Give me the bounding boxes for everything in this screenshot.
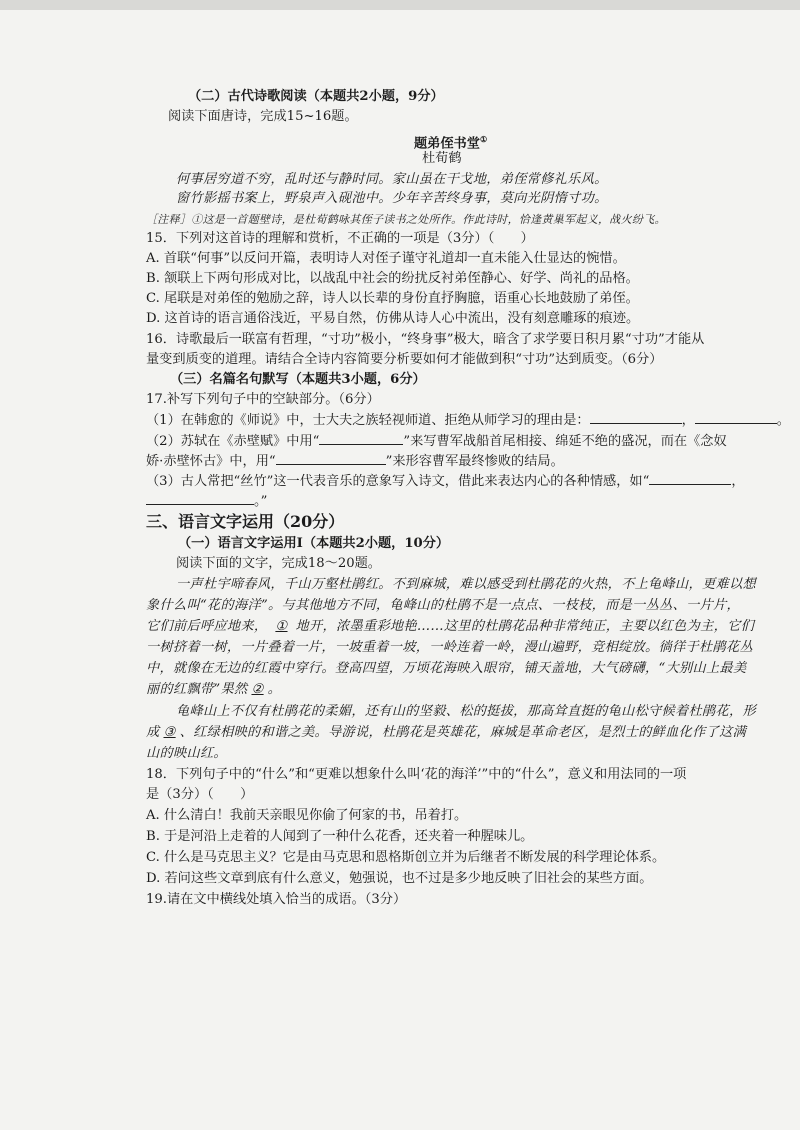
section-title-poetry: （二）古代诗歌阅读（本题共2小题，9分） <box>188 89 444 104</box>
passage-p2-line-1: 龟峰山上不仅有杜鹃花的柔媚，还有山的坚毅、松的挺拔，那高耸直挺的龟山松守候着杜鹃花，形 <box>176 704 756 719</box>
q18-option-b: B. 于是河沿上走着的人闻到了一种什么花香，还夹着一种腥味儿。 <box>146 829 534 844</box>
part-3-title: 三、语言文字运用（20分） <box>146 512 345 531</box>
q15-option-d: D. 这首诗的语言通俗浅近，平易自然，仿佛从诗人心中流出，没有刻意雕琢的痕迹。 <box>146 311 640 326</box>
footnote-mark: ① <box>479 134 488 144</box>
answer-blank[interactable] <box>590 411 682 424</box>
passage-p1-line-2: 象什么叫“花的海洋”。与其他地方不同，龟峰山的杜鹃不是一点点、一枝枝，而是一丛丛、一片片， <box>146 598 741 613</box>
q17-item-2-text-b: ”来写曹军战船首尾相接、绵延不绝的盛况，而在《念奴 <box>403 434 727 449</box>
section-instruction: 阅读下面唐诗，完成15~16题。 <box>168 109 358 124</box>
q18-option-c: C. 什么是马克思主义？它是由马克思和恩格斯创立并为后继者不断发展的科学理论体系。 <box>146 850 666 865</box>
q17-item-2-line-1 <box>146 432 727 451</box>
passage-text: 丽的红飘带”果然 <box>146 682 248 697</box>
q17-item-2-line-2 <box>146 452 564 471</box>
passage-text: 它们前后呼应地来， <box>146 619 268 634</box>
answer-blank[interactable] <box>319 432 403 445</box>
question-19: 19.请在文中横线处填入恰当的成语。（3分） <box>146 892 407 907</box>
poem-line-1: 何事居穷道不穷，乱时还与静时同。家山虽在干戈地，弟侄常修礼乐风。 <box>176 172 608 187</box>
scan-top-edge <box>0 0 800 10</box>
poem-title-text: 题弟侄书堂 <box>414 136 480 152</box>
passage-p1-line-1: 一声杜宇啼春风，千山万壑杜鹃红。不到麻城，难以感受到杜鹃花的火热，不上龟峰山，更难以想 <box>176 577 756 592</box>
q18-option-a: A. 什么清白！我前天亲眼见你偷了何家的书，吊着打。 <box>146 808 468 823</box>
question-15: 15．下列对这首诗的理解和赏析，不正确的一项是（3分）（ ） <box>146 231 534 246</box>
question-17: 17.补写下列句子中的空缺部分。（6分） <box>146 392 380 407</box>
question-18-line-2: 是（3分）（ ） <box>146 787 254 802</box>
q17-item-3-line-2 <box>146 492 267 511</box>
q18-option-d: D. 若问这些文章到底有什么意义，勉强说，也不过是多少地反映了旧社会的某些方面。 <box>146 871 653 886</box>
q17-item-2-text-d: ”来形容曹军最终惨败的结局。 <box>385 454 564 469</box>
q15-option-b: B. 颔联上下两句形成对比，以战乱中社会的纷扰反衬弟侄静心、好学、尚礼的品格。 <box>146 271 639 286</box>
q17-item-2-text-c: 娇·赤壁怀古》中，用“ <box>146 454 276 469</box>
q15-option-a: A. 首联“何事”以反问开篇，表明诗人对侄子谨守礼道却一直未能入仕显达的惋惜。 <box>146 251 626 266</box>
question-16-line-1: 16．诗歌最后一联富有哲理，“寸功”极小，“终身事”极大，暗含了求学要日积月累“寸功”才能从 <box>146 332 705 347</box>
question-16-line-2: 量变到质变的道理。请结合全诗内容简要分析要如何才能做到积“寸功”达到质变。（6分） <box>146 352 663 367</box>
passage-text: 、红绿相映的和谐之美。导游说，杜鹃花是英雄花，麻城是革命老区，是烈士的鲜血化作了这满 <box>179 725 747 740</box>
q17-item-1: （1）在韩愈的《师说》中，士大夫之族轻视师道、拒绝从师学习的理由是： ， 。 <box>146 413 790 428</box>
passage-p2-line-3: 山的映山红。 <box>146 746 227 761</box>
poem-annotation: ［注释］①这是一首题壁诗，是杜荀鹤咏其侄子读书之处所作。作此诗时，恰逢黄巢军起义，战火纷飞。 <box>146 213 666 226</box>
answer-blank[interactable] <box>695 411 777 424</box>
passage-p1-line-3 <box>146 618 754 636</box>
answer-blank[interactable] <box>146 492 254 505</box>
passage-text: 成 <box>146 725 160 740</box>
passage-p2-line-2 <box>146 724 746 742</box>
blank-marker-3[interactable]: ③ <box>163 725 176 740</box>
blank-marker-1[interactable]: ① <box>275 619 288 634</box>
passage-p1-line-5: 中，就像在无边的红霞中穿行。登高四望，万顷花海映入眼帘，铺天盖地，大气磅礴，“大别山上最美 <box>146 661 747 676</box>
part-3-instruction: 阅读下面的文字，完成18～20题。 <box>176 556 381 571</box>
answer-blank[interactable] <box>649 472 731 485</box>
passage-text: 。 <box>267 682 282 697</box>
q17-item-3-text-a: （3）古人常把“丝竹”这一代表音乐的意象写入诗文，借此来表达内心的各种情感，如“ <box>146 474 650 489</box>
q15-option-c: C. 尾联是对弟侄的勉励之辞，诗人以长辈的身份直抒胸臆，语重心长地鼓励了弟侄。 <box>146 291 639 306</box>
passage-text: 地开，浓墨重彩地艳……这里的杜鹃花品种非常纯正，主要以红色为主，它们 <box>295 619 755 634</box>
passage-p1-line-4: 一树挤着一树，一片叠着一片，一坡重着一坡，一岭连着一岭，漫山遍野，竞相绽放。徜徉于杜鹃花丛 <box>146 640 753 655</box>
poem-line-2: 窗竹影摇书案上，野泉声入砚池中。少年辛苦终身事，莫向光阴惰寸功。 <box>176 191 608 206</box>
q17-item-3-text-b: 。” <box>254 494 268 509</box>
poem-author: 杜荀鹤 <box>422 151 462 166</box>
question-18-line-1: 18．下列句子中的“什么”和“更难以想象什么叫‘花的海洋’”中的“什么”，意义和用法同的一项 <box>146 767 687 782</box>
q17-item-2-text-a: （2）苏轼在《赤壁赋》中用“ <box>146 434 320 449</box>
q17-item-3-line-1: （3）古人常把“丝竹”这一代表音乐的意象写入诗文，借此来表达内心的各种情感，如“ ， <box>146 474 745 489</box>
passage-p1-line-6 <box>146 681 281 699</box>
section-title-recitation: （三）名篇名句默写（本题共3小题，6分） <box>170 372 426 387</box>
part-3-subsection: （一）语言文字运用Ⅰ（本题共2小题，10分） <box>178 536 450 551</box>
answer-blank[interactable] <box>276 452 386 465</box>
q17-item-1-text: （1）在韩愈的《师说》中，士大夫之族轻视师道、拒绝从师学习的理由是： <box>146 413 590 428</box>
blank-marker-2[interactable]: ② <box>251 682 264 697</box>
